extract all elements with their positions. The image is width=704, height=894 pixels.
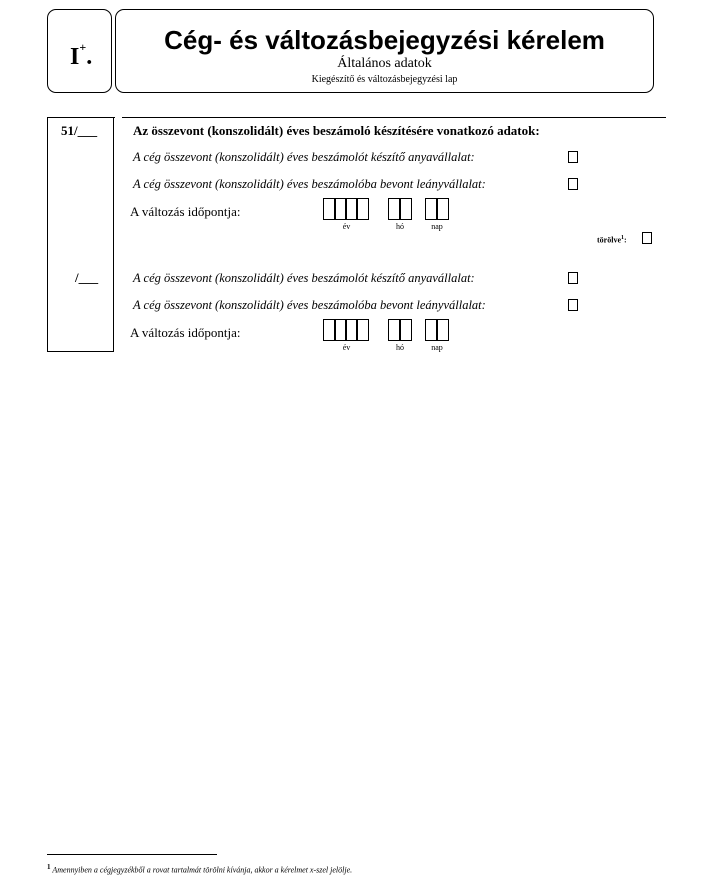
section-number-repeat: /___	[75, 270, 99, 285]
parent-company-checkbox[interactable]	[568, 151, 578, 163]
form-code: I+.	[70, 40, 93, 70]
section-top-rule	[122, 117, 666, 118]
year-input-2[interactable]	[323, 319, 369, 341]
month-caption-2: hó	[396, 343, 404, 352]
month-input-2[interactable]	[388, 319, 412, 341]
page-title: Cég- és változásbejegyzési kérelem	[164, 25, 605, 55]
form-code-box	[47, 9, 112, 93]
parent-company-label-2: A cég összevont (konszolidált) éves beszámolót készítő anyavállalat:	[133, 271, 475, 285]
year-digit-box[interactable]	[356, 319, 369, 341]
deleted-checkbox[interactable]	[642, 232, 652, 244]
month-digit-box[interactable]	[399, 319, 412, 341]
day-digit-box[interactable]	[436, 319, 449, 341]
day-input-2[interactable]	[425, 319, 449, 341]
subsidiary-checkbox[interactable]	[568, 178, 578, 190]
deleted-label: törölve$^1$:	[597, 235, 627, 245]
subsidiary-label-2: A cég összevont (konszolidált) éves beszámolóba bevont leányvállalat:	[133, 298, 486, 312]
footnote-rule	[47, 854, 217, 855]
section-heading: Az összevont (konszolidált) éves beszámoló készítésére vonatkozó adatok:	[133, 123, 540, 138]
footnote-text: Amennyiben a cégjegyzékből a rovat tartalmát törölni kívánja, akkor a kérelmet x-szel jelölje.	[52, 865, 353, 875]
month-caption: hó	[396, 222, 404, 231]
subsidiary-label: A cég összevont (konszolidált) éves beszámolóba bevont leányvállalat:	[133, 177, 486, 191]
year-digit-box[interactable]	[356, 198, 369, 220]
month-input[interactable]	[388, 198, 412, 220]
day-input[interactable]	[425, 198, 449, 220]
year-input[interactable]	[323, 198, 369, 220]
change-date-label-2: A változás időpontja:	[130, 325, 241, 340]
year-caption-2: év	[342, 343, 351, 352]
parent-company-label: A cég összevont (konszolidált) éves beszámolót készítő anyavállalat:	[133, 150, 475, 164]
parent-company-checkbox-2[interactable]	[568, 272, 578, 284]
day-caption-2: nap	[431, 343, 443, 352]
section-number-51: 51/___	[61, 123, 98, 138]
change-date-label: A változás időpontja:	[130, 204, 241, 219]
left-column-frame	[47, 117, 114, 352]
subsidiary-checkbox-2[interactable]	[568, 299, 578, 311]
day-digit-box[interactable]	[436, 198, 449, 220]
year-caption: év	[342, 222, 351, 231]
footnote-marker: 1	[47, 863, 51, 871]
day-caption: nap	[431, 222, 443, 231]
footnote	[47, 863, 352, 875]
title-box	[115, 9, 654, 93]
month-digit-box[interactable]	[399, 198, 412, 220]
page-subtitle-small: Kiegészítő és változásbejegyzési lap	[311, 74, 458, 85]
page-subtitle: Általános adatok	[337, 56, 432, 71]
